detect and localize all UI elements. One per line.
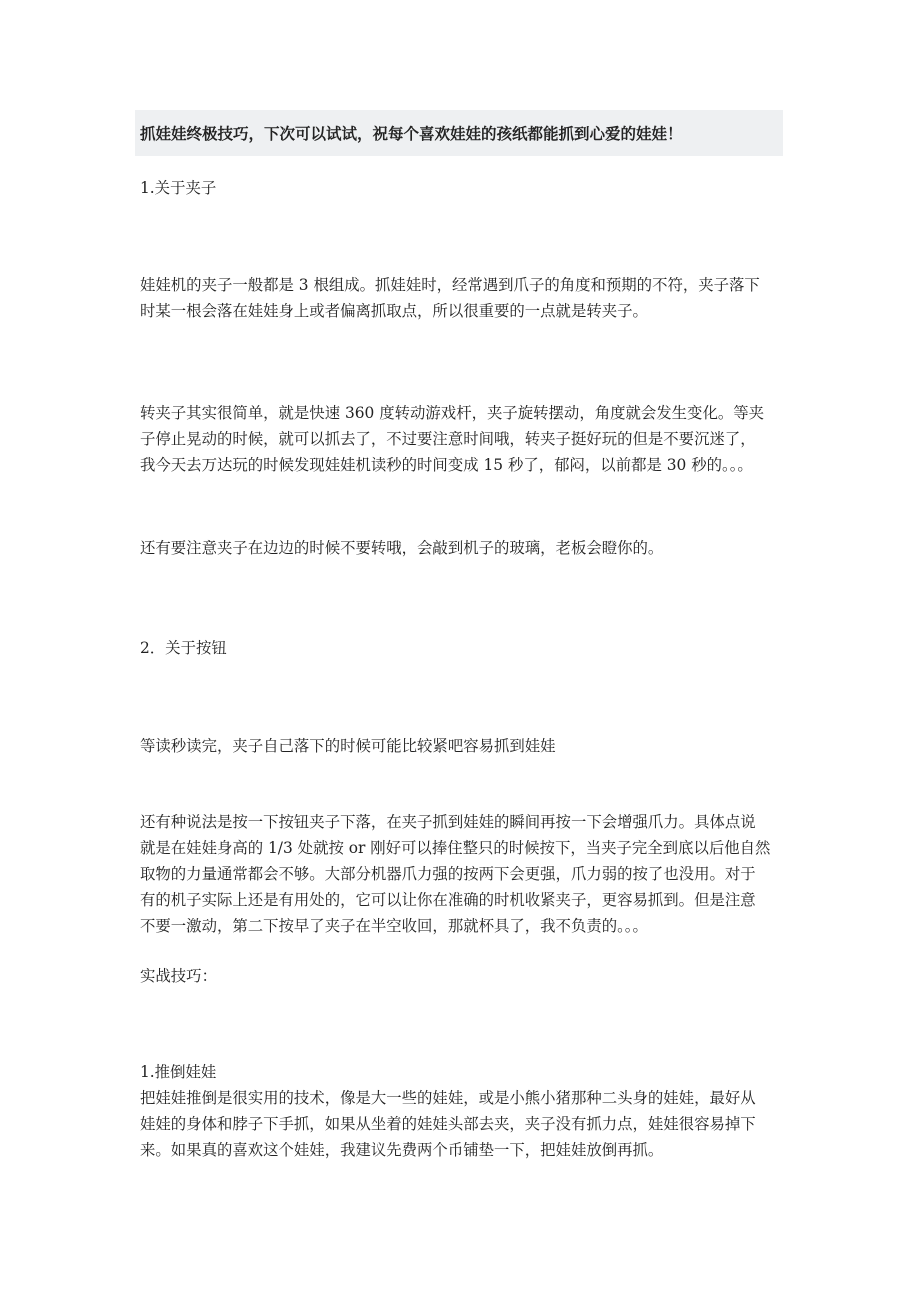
paragraph-wait-countdown bbox=[140, 733, 556, 759]
heading-practical-tips bbox=[140, 963, 217, 989]
text-line: 1.关于夹子 bbox=[140, 179, 217, 197]
heading-button bbox=[140, 635, 227, 661]
section-push-doll bbox=[140, 1059, 756, 1163]
text-line: 子停止晃动的时候，就可以抓去了，不过要注意时间哦，转夹子挺好玩的但是不要沉迷了， bbox=[140, 430, 756, 448]
text-line: 娃娃的身体和脖子下手抓，如果从坐着的娃娃头部去夹，夹子没有抓力点，娃娃很容易掉下 bbox=[140, 1115, 756, 1133]
text-line: 还有种说法是按一下按钮夹子下落，在夹子抓到娃娃的瞬间再按一下会增强爪力。具体点说 bbox=[140, 813, 756, 831]
text-line: 取物的力量通常都会不够。大部分机器爪力强的按两下会更强，爪力弱的按了也没用。对于 bbox=[140, 865, 756, 883]
text-line: 等读秒读完，夹子自己落下的时候可能比较紧吧容易抓到娃娃 bbox=[140, 737, 556, 755]
text-line: 就是在娃娃身高的 1/3 处就按 or 刚好可以捧住整只的时候按下，当夹子完全到底以后他自然 bbox=[140, 839, 771, 857]
text-line: 来。如果真的喜欢这个娃娃，我建议先费两个币铺垫一下，把娃娃放倒再抓。 bbox=[140, 1141, 664, 1159]
title-banner bbox=[135, 110, 783, 156]
text-line: 我今天去万达玩的时候发现娃娃机读秒的时间变成 15 秒了，郁闷，以前都是 30 秒的。。。 bbox=[140, 456, 753, 474]
paragraph-double-press bbox=[140, 809, 770, 939]
text-line: 把娃娃推倒是很实用的技术，像是大一些的娃娃，或是小熊小猪那种二头身的娃娃，最好从 bbox=[140, 1089, 756, 1107]
text-line: 时某一根会落在娃娃身上或者偏离抓取点，所以很重要的一点就是转夹子。 bbox=[140, 302, 648, 320]
heading-clamp bbox=[140, 175, 216, 201]
text-line: 2．关于按钮 bbox=[140, 639, 227, 657]
paragraph-rotate-clamp bbox=[140, 400, 764, 478]
text-line: 不要一激动，第二下按早了夹子在半空收回，那就杯具了，我不负责的。。。 bbox=[140, 917, 648, 935]
text-line: 1.推倒娃娃 bbox=[140, 1063, 217, 1081]
text-line: 娃娃机的夹子一般都是 3 根组成。抓娃娃时，经常遇到爪子的角度和预期的不符，夹子落下 bbox=[140, 276, 760, 294]
paragraph-clamp-composition bbox=[140, 272, 760, 324]
text-line: 有的机子实际上还是有用处的，它可以让你在准确的时机收紧夹子，更容易抓到。但是注意 bbox=[140, 891, 756, 909]
paragraph-edge-warning bbox=[140, 535, 663, 561]
text-line: 实战技巧： bbox=[140, 967, 217, 985]
text-line: 转夹子其实很简单，就是快速 360 度转动游戏杆，夹子旋转摆动，角度就会发生变化。等夹 bbox=[140, 404, 765, 422]
text-line: 还有要注意夹子在边边的时候不要转哦，会敲到机子的玻璃，老板会瞪你的。 bbox=[140, 539, 664, 557]
document-title: 抓娃娃终极技巧，下次可以试试，祝每个喜欢娃娃的孩纸都能抓到心爱的娃娃！ bbox=[140, 125, 683, 143]
